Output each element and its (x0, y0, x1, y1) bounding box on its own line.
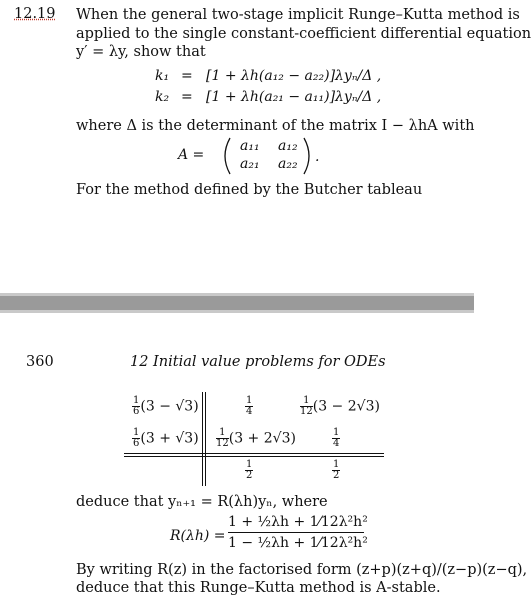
problem-text-line-3: y′ = λy, show that (76, 44, 206, 60)
k2-equals: = (181, 89, 193, 105)
exercise-number: 12.19 (14, 6, 56, 22)
tableau-c2: $\frac{1}{6}$ (3 + √3) (133, 427, 199, 449)
matrix-a22: a₂₂ (278, 156, 298, 172)
tableau-c1: $\frac{1}{6}$ (3 − √3) (133, 395, 199, 417)
k2-lhs: k₂ (155, 89, 170, 105)
page-gap-bottom (0, 310, 474, 313)
k1-rhs: [1 + λh(a₁₂ − a₂₂)]λyₙ/Δ , (206, 68, 382, 84)
matrix-period: . (315, 149, 320, 165)
tableau-b1: $\frac{1}{2}$ (246, 459, 253, 481)
butcher-tableau (124, 390, 384, 490)
k1-lhs: k₁ (155, 68, 170, 84)
page-number: 360 (26, 354, 54, 370)
page-gap (0, 296, 474, 310)
matrix-lhs: A = (178, 147, 205, 163)
where-line: where Δ is the determinant of the matrix I − λhA with (76, 118, 475, 134)
tableau-a12: $\frac{1}{12}$ (3 − 2√3) (300, 395, 380, 417)
tableau-a22: $\frac{1}{4}$ (333, 427, 340, 449)
writing-line-2: deduce that this Runge–Kutta method is A-stable. (76, 580, 441, 596)
matrix-a11: a₁₁ (240, 138, 260, 154)
tableau-a21: $\frac{1}{12}$ (3 + 2√3) (216, 427, 296, 449)
problem-text-line-2: applied to the single constant-coefficient differential equation (76, 26, 531, 42)
tableau-b2: $\frac{1}{2}$ (333, 459, 340, 481)
matrix-parentheses (222, 136, 312, 176)
R-denominator: 1 − ½λh + 1⁄12λ²h² (228, 535, 368, 551)
butcher-intro: For the method defined by the Butcher tableau (76, 182, 423, 198)
matrix-a21: a₂₁ (240, 156, 260, 172)
writing-line-1: By writing R(z) in the factorised form (z+p)(z+q)/(z−p)(z−q), (76, 562, 528, 578)
k2-rhs: [1 + λh(a₂₁ − a₁₁)]λyₙ/Δ , (206, 89, 382, 105)
deduce-line: deduce that yₙ₊₁ = R(λh)yₙ, where (76, 494, 328, 510)
R-lhs: R(λh) = (170, 528, 226, 544)
tableau-a11: $\frac{1}{4}$ (246, 395, 253, 417)
R-numerator: 1 + ½λh + 1⁄12λ²h² (228, 514, 364, 533)
running-head: 12 Initial value problems for ODEs (130, 354, 386, 370)
matrix-a12: a₁₂ (278, 138, 298, 154)
problem-text-line-1: When the general two-stage implicit Runge–Kutta method is (76, 7, 520, 23)
k1-equals: = (181, 68, 193, 84)
R-fraction (228, 514, 368, 551)
